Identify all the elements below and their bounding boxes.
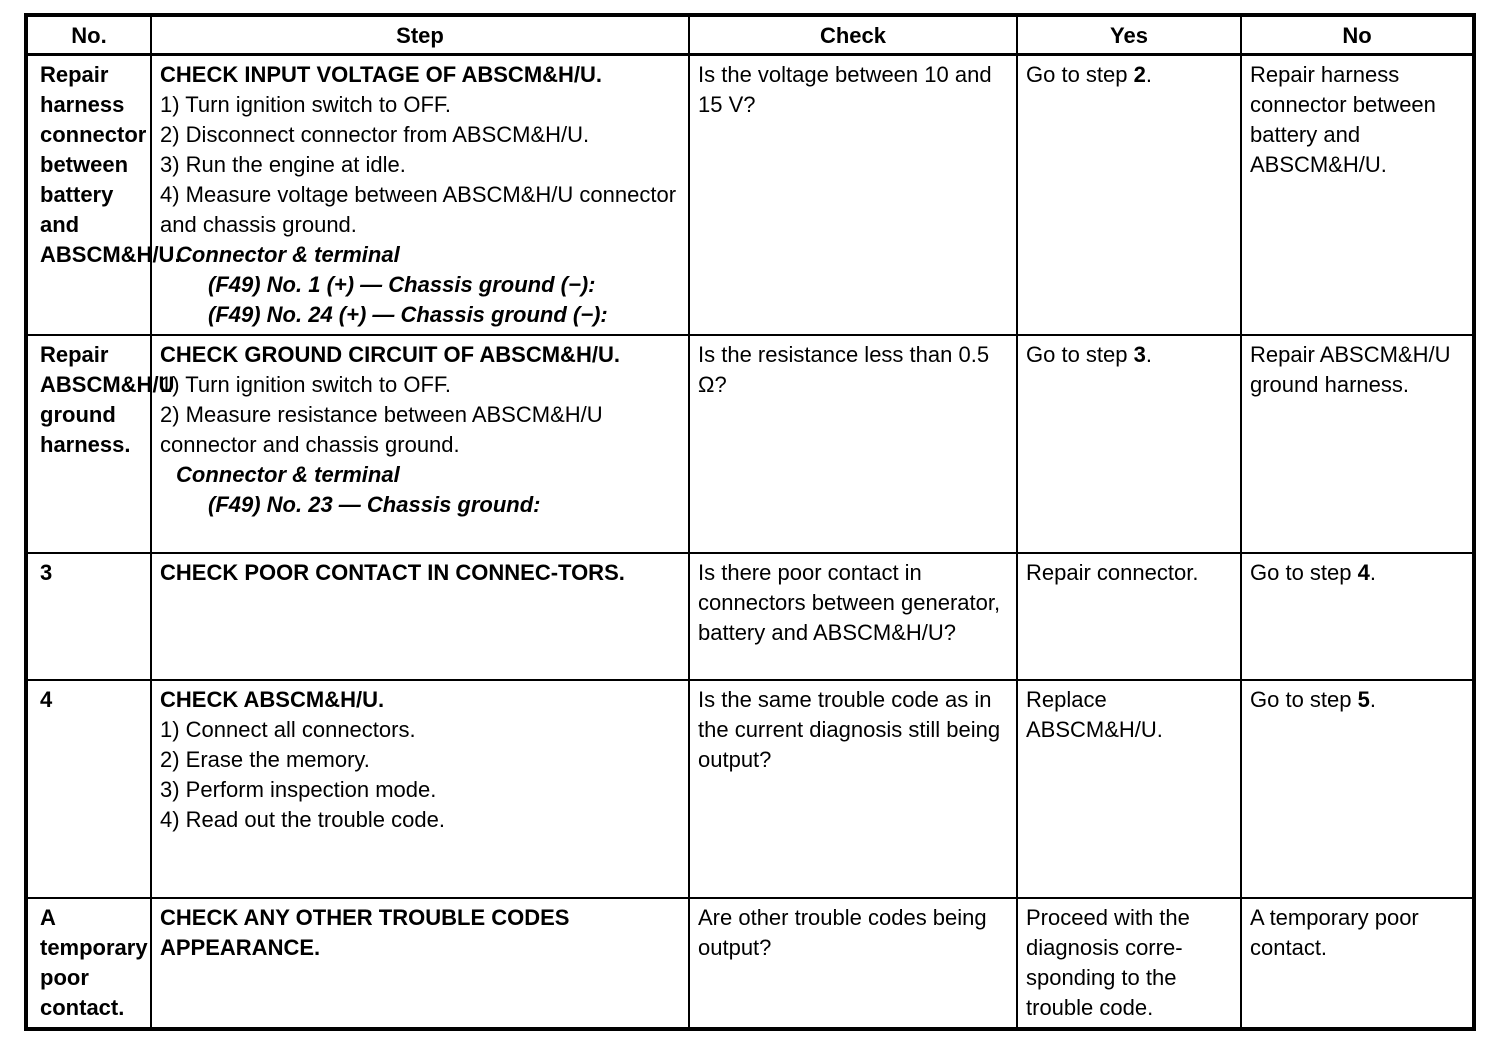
table-row [26, 55, 1474, 336]
header-row [26, 15, 1474, 55]
step-cell [151, 553, 689, 680]
step-instruction: 3) Run the engine at idle. [160, 152, 406, 177]
step-title: CHECK GROUND CIRCUIT OF ABSCM&H/U. [160, 342, 620, 367]
connector-label: Connector & terminal [176, 242, 400, 267]
header-step: Step [151, 15, 689, 55]
yes-cell [1017, 335, 1241, 553]
no-prefix: Go to step [1250, 560, 1358, 585]
step-title: CHECK ABSCM&H/U. [160, 687, 385, 712]
diagnosis-table [24, 13, 1476, 1031]
header-yes: Yes [1017, 15, 1241, 55]
no-step-ref: 4 [1357, 560, 1370, 585]
step-instruction: 2) Disconnect connector from ABSCM&H/U. [160, 122, 590, 147]
step-instruction: 2) Measure resistance between ABSCM&H/U connector and chassis ground. [160, 402, 603, 457]
step-title: CHECK POOR CONTACT IN CONNEC-TORS. [160, 560, 625, 585]
yes-cell: Repair connector. [1017, 553, 1241, 680]
step-cell [151, 680, 689, 898]
terminal-spec: (F49) No. 23 — Chassis ground: [208, 492, 541, 517]
step-instruction: 4) Read out the trouble code. [160, 807, 445, 832]
yes-prefix: Go to step [1026, 62, 1134, 87]
check-cell: Is the voltage between 10 and 15 V? [689, 55, 1017, 336]
table-row [26, 680, 1474, 898]
step-title: CHECK ANY OTHER TROUBLE CODES APPEARANCE. [160, 905, 570, 960]
step-number: A temporary poor contact. [26, 898, 151, 1029]
step-instruction: 4) Measure voltage between ABSCM&H/U connector and chassis ground. [160, 182, 677, 237]
yes-cell [1017, 55, 1241, 336]
step-title: CHECK INPUT VOLTAGE OF ABSCM&H/U. [160, 62, 603, 87]
table-row [26, 553, 1474, 680]
step-cell [151, 335, 689, 553]
header-no-answer: No [1241, 15, 1474, 55]
no-cell [1241, 553, 1474, 680]
no-cell: A temporary poor contact. [1241, 898, 1474, 1029]
no-suffix: . [1369, 560, 1376, 585]
yes-cell: Replace ABSCM&H/U. [1017, 680, 1241, 898]
yes-step-ref: 3 [1133, 342, 1146, 367]
no-cell [1241, 680, 1474, 898]
no-cell: Repair ABSCM&H/U ground harness. [1241, 335, 1474, 553]
step-cell [151, 898, 689, 1029]
table-row [26, 898, 1474, 1029]
header-check: Check [689, 15, 1017, 55]
header-no: No. [26, 15, 151, 55]
no-cell: Repair harness connector between battery and ABSCM&H/U. [1241, 55, 1474, 336]
terminal-spec: (F49) No. 24 (+) — Chassis ground (−): [208, 302, 608, 327]
step-cell [151, 55, 689, 336]
check-cell: Are other trouble codes being output? [689, 898, 1017, 1029]
yes-cell: Proceed with the diagnosis corre-sponding to the trouble code. [1017, 898, 1241, 1029]
step-instruction: 1) Turn ignition switch to OFF. [160, 92, 451, 117]
step-instruction: 2) Erase the memory. [160, 747, 370, 772]
no-prefix: Go to step [1250, 687, 1358, 712]
table-row [26, 335, 1474, 553]
no-step-ref: 5 [1357, 687, 1370, 712]
check-cell: Is there poor contact in connectors between generator, battery and ABSCM&H/U? [689, 553, 1017, 680]
yes-suffix: . [1145, 62, 1152, 87]
step-instruction: 1) Turn ignition switch to OFF. [160, 372, 451, 397]
terminal-spec: (F49) No. 1 (+) — Chassis ground (−): [208, 272, 596, 297]
check-cell: Is the resistance less than 0.5 Ω? [689, 335, 1017, 553]
step-instruction: 3) Perform inspection mode. [160, 777, 437, 802]
step-number: 3 [26, 553, 151, 680]
step-number: Repair ABSCM&H/U ground harness. [26, 335, 151, 553]
yes-prefix: Go to step [1026, 342, 1134, 367]
check-cell: Is the same trouble code as in the current diagnosis still being output? [689, 680, 1017, 898]
connector-label: Connector & terminal [176, 462, 400, 487]
no-suffix: . [1369, 687, 1376, 712]
step-number: Repair harness connector between battery and ABSCM&H/U. [26, 55, 151, 336]
yes-suffix: . [1145, 342, 1152, 367]
yes-step-ref: 2 [1133, 62, 1146, 87]
step-number: 4 [26, 680, 151, 898]
step-instruction: 1) Connect all connectors. [160, 717, 416, 742]
